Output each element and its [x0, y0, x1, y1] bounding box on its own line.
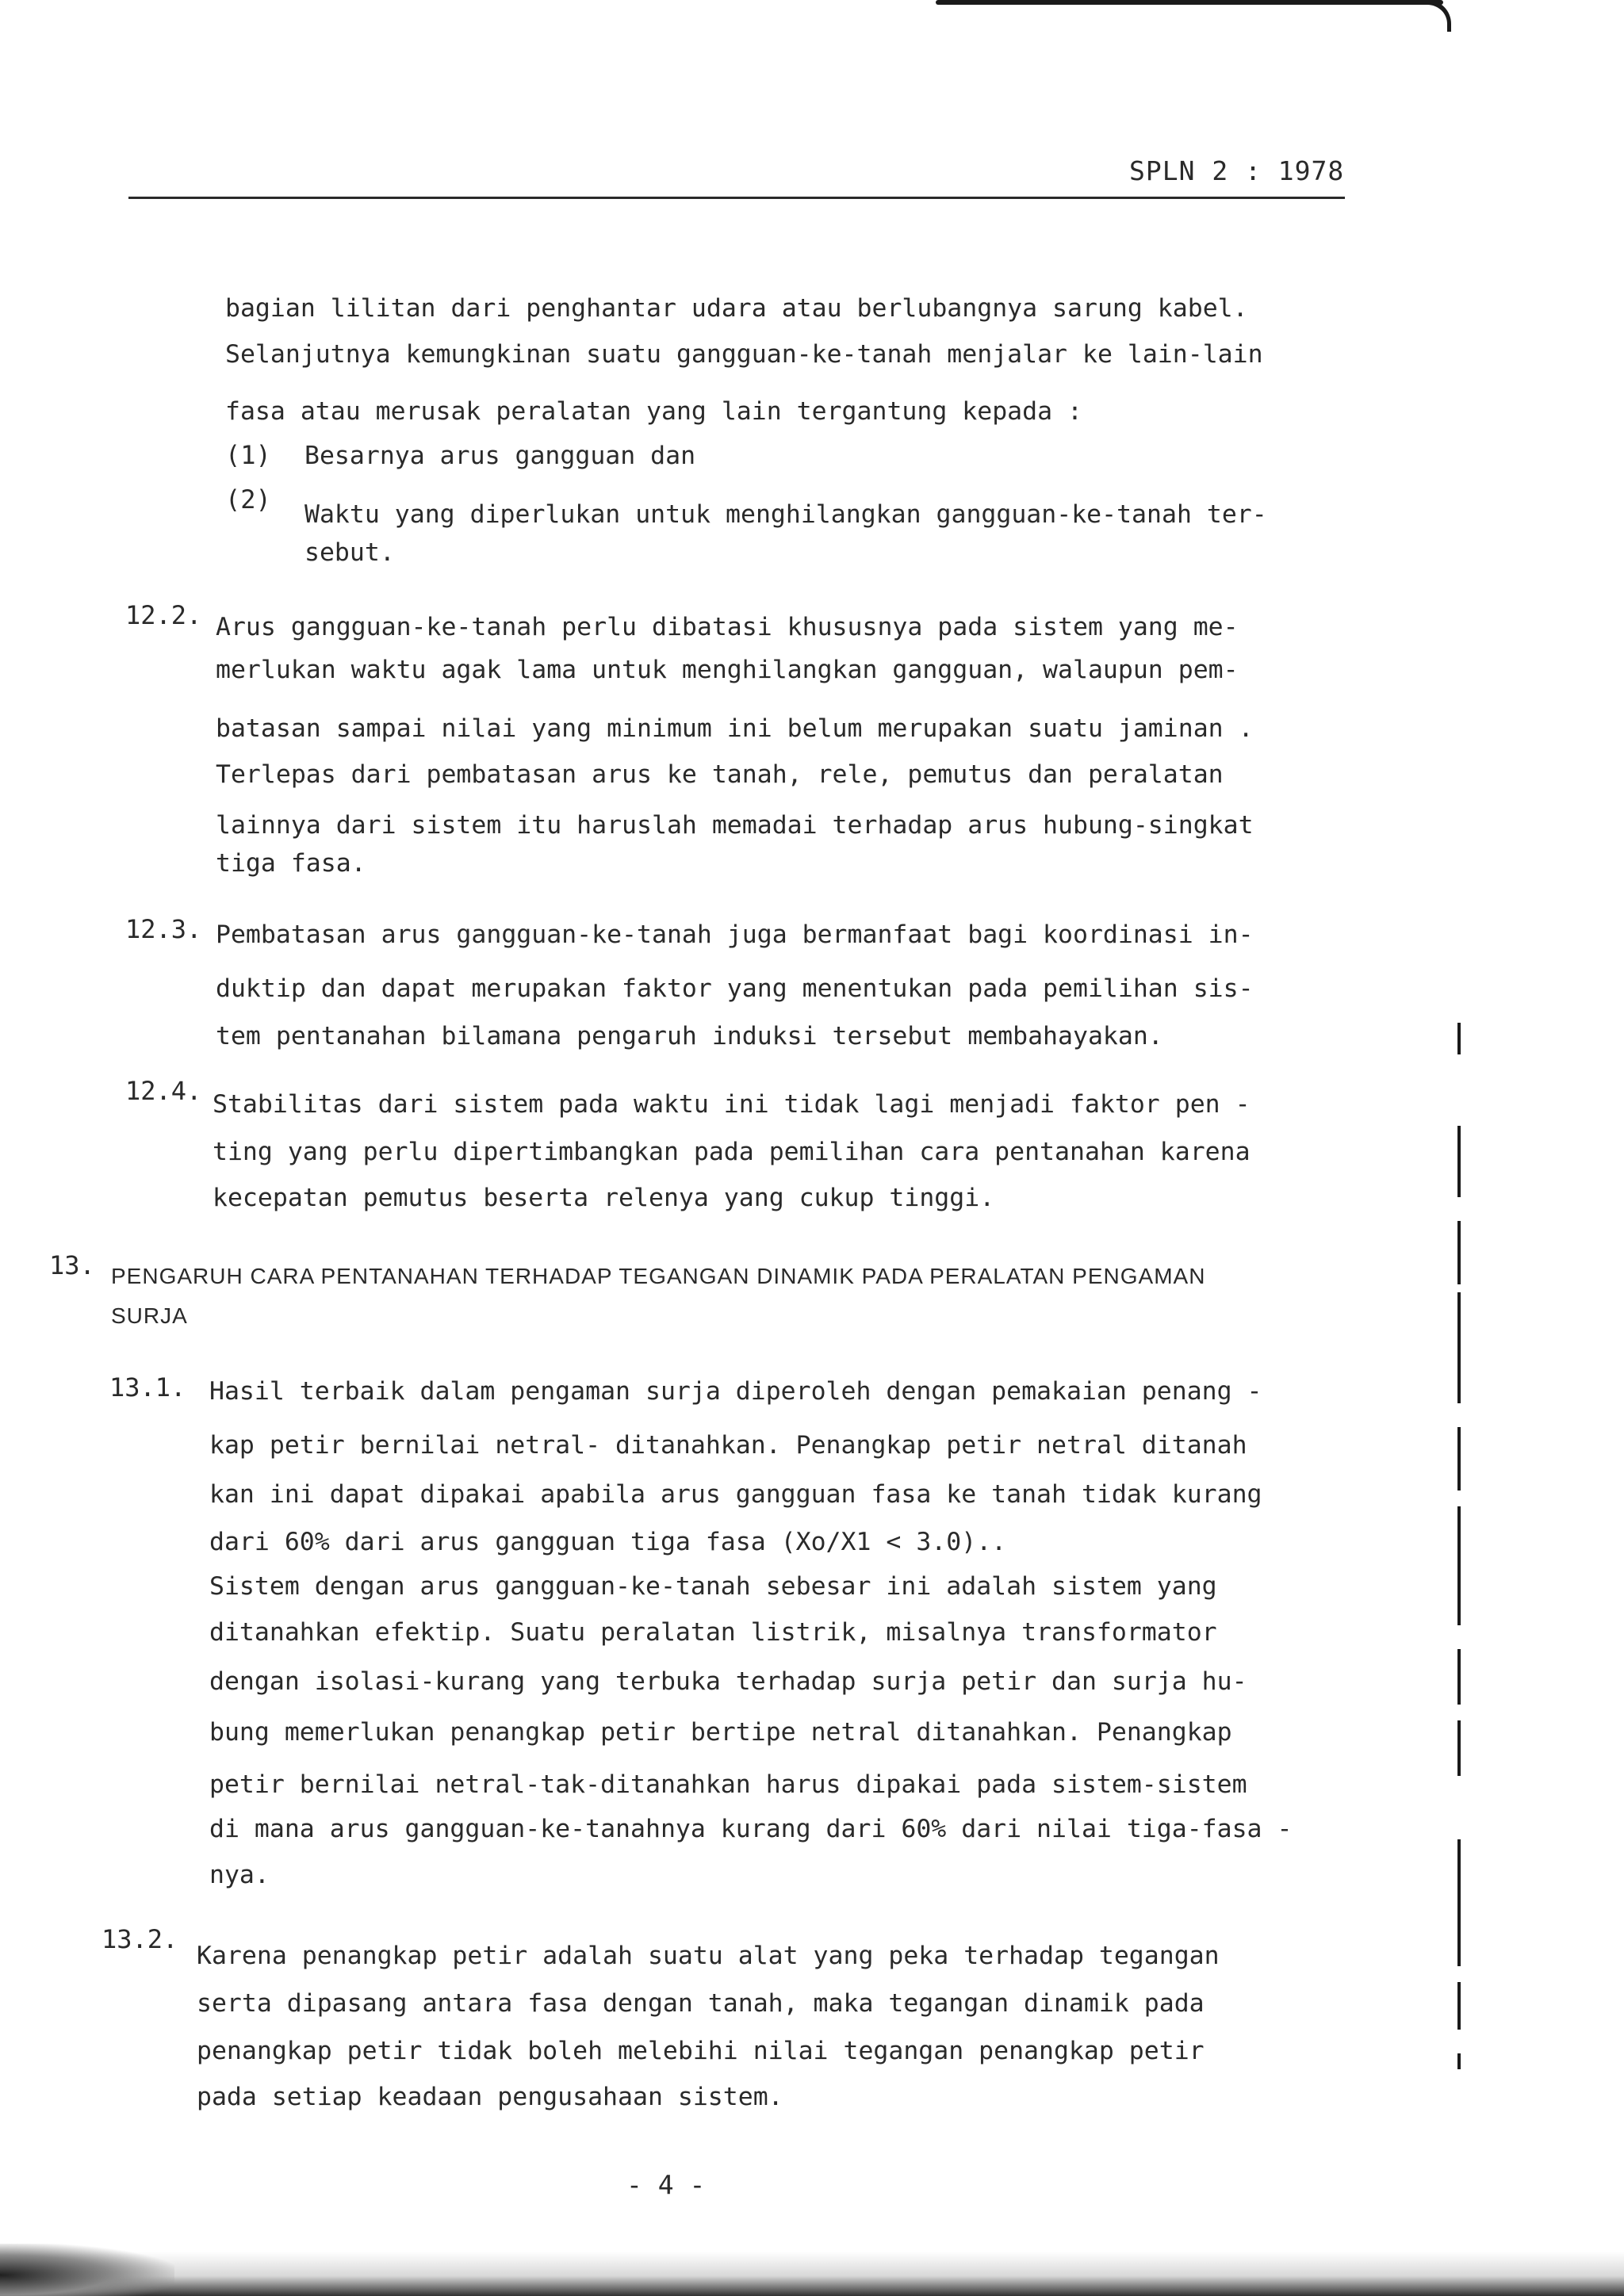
scan-edge-mark	[1457, 1720, 1461, 1776]
text-line: bagian lilitan dari penghantar udara atau berlubangnya sarung kabel.	[225, 294, 1248, 323]
text-line: tem pentanahan bilamana pengaruh induksi tersebut membahayakan.	[216, 1022, 1163, 1050]
chapter-number: 13.	[49, 1250, 95, 1280]
scan-edge-mark	[1457, 1839, 1461, 1966]
scan-edge-mark	[1457, 1506, 1461, 1625]
text-line: bung memerlukan penangkap petir bertipe netral ditanahkan. Penangkap	[209, 1718, 1232, 1747]
scan-edge-mark	[1457, 2053, 1461, 2069]
list-marker: (1)	[225, 440, 271, 470]
text-line: Pembatasan arus gangguan-ke-tanah juga bermanfaat bagi koordinasi in-	[216, 920, 1254, 949]
scan-bottom-shadow	[0, 2252, 1624, 2296]
scan-edge-mark	[1457, 1221, 1461, 1284]
document-id: SPLN 2 : 1978	[1129, 155, 1345, 186]
text-line: di mana arus gangguan-ke-tanahnya kurang dari 60% dari nilai tiga-fasa -	[209, 1815, 1293, 1843]
section-number: 12.3.	[125, 914, 202, 944]
text-line: kecepatan pemutus beserta relenya yang cukup tinggi.	[213, 1184, 995, 1212]
text-line: Terlepas dari pembatasan arus ke tanah, rele, pemutus dan peralatan	[216, 760, 1224, 789]
text-line: Sistem dengan arus gangguan-ke-tanah sebesar ini adalah sistem yang	[209, 1572, 1217, 1601]
header-rule	[128, 197, 1345, 199]
text-line: petir bernilai netral-tak-ditanahkan harus dipakai pada sistem-sistem	[209, 1770, 1247, 1799]
chapter-title: SURJA	[111, 1303, 188, 1328]
scan-edge-mark	[1457, 1427, 1461, 1490]
text-line: ditanahkan efektip. Suatu peralatan listrik, misalnya transformator	[209, 1618, 1217, 1647]
text-line: ting yang perlu dipertimbangkan pada pemilihan cara pentanahan karena	[213, 1138, 1251, 1166]
text-line: Karena penangkap petir adalah suatu alat yang peka terhadap tegangan	[197, 1942, 1220, 1970]
text-line: dari 60% dari arus gangguan tiga fasa (Xo/X1 < 3.0)..	[209, 1528, 1007, 1556]
scan-edge-mark	[1457, 1023, 1461, 1054]
section-number: 12.2.	[125, 600, 202, 630]
text-line: dengan isolasi-kurang yang terbuka terhadap surja petir dan surja hu-	[209, 1667, 1247, 1696]
text-line: penangkap petir tidak boleh melebihi nilai tegangan penangkap petir	[197, 2037, 1205, 2065]
scan-edge-mark	[1457, 1126, 1461, 1197]
section-number: 13.1.	[109, 1372, 186, 1402]
text-line: fasa atau merusak peralatan yang lain tergantung kepada :	[225, 397, 1082, 426]
scan-corner-fold	[1419, 0, 1451, 32]
list-marker: (2)	[225, 484, 271, 515]
scan-edge-mark	[1457, 1649, 1461, 1705]
text-line: serta dipasang antara fasa dengan tanah, maka tegangan dinamik pada	[197, 1989, 1205, 2018]
text-line: kan ini dapat dipakai apabila arus gangguan fasa ke tanah tidak kurang	[209, 1480, 1262, 1509]
text-line: pada setiap keadaan pengusahaan sistem.	[197, 2083, 783, 2111]
text-line: Selanjutnya kemungkinan suatu gangguan-ke-tanah menjalar ke lain-lain	[225, 340, 1263, 369]
text-line: batasan sampai nilai yang minimum ini belum merupakan suatu jaminan .	[216, 714, 1254, 743]
text-line: nya.	[209, 1861, 270, 1889]
section-number: 13.2.	[102, 1924, 178, 1954]
scan-edge-shadow	[936, 0, 1443, 5]
list-item-text: Waktu yang diperlukan untuk menghilangkan gangguan-ke-tanah ter-	[304, 500, 1267, 529]
list-item-text: sebut.	[304, 538, 395, 567]
text-line: duktip dan dapat merupakan faktor yang menentukan pada pemilihan sis-	[216, 974, 1254, 1003]
scan-edge-mark	[1457, 1982, 1461, 2030]
text-line: merlukan waktu agak lama untuk menghilangkan gangguan, walaupun pem-	[216, 656, 1239, 684]
scan-edge-mark	[1457, 1292, 1461, 1403]
text-line: Arus gangguan-ke-tanah perlu dibatasi khususnya pada sistem yang me-	[216, 613, 1239, 641]
chapter-title: PENGARUH CARA PENTANAHAN TERHADAP TEGANGAN DINAMIK PADA PERALATAN PENGAMAN	[111, 1264, 1206, 1288]
text-line: Hasil terbaik dalam pengaman surja diperoleh dengan pemakaian penang -	[209, 1377, 1262, 1406]
text-line: Stabilitas dari sistem pada waktu ini tidak lagi menjadi faktor pen -	[213, 1090, 1251, 1119]
page-number: - 4 -	[626, 2169, 706, 2200]
scan-corner-shadow	[0, 2244, 174, 2296]
list-item-text: Besarnya arus gangguan dan	[304, 442, 696, 470]
text-line: kap petir bernilai netral- ditanahkan. Penangkap petir netral ditanah	[209, 1431, 1247, 1460]
text-line: lainnya dari sistem itu haruslah memadai terhadap arus hubung-singkat	[216, 811, 1254, 840]
section-number: 12.4.	[125, 1076, 202, 1106]
text-line: tiga fasa.	[216, 849, 366, 878]
